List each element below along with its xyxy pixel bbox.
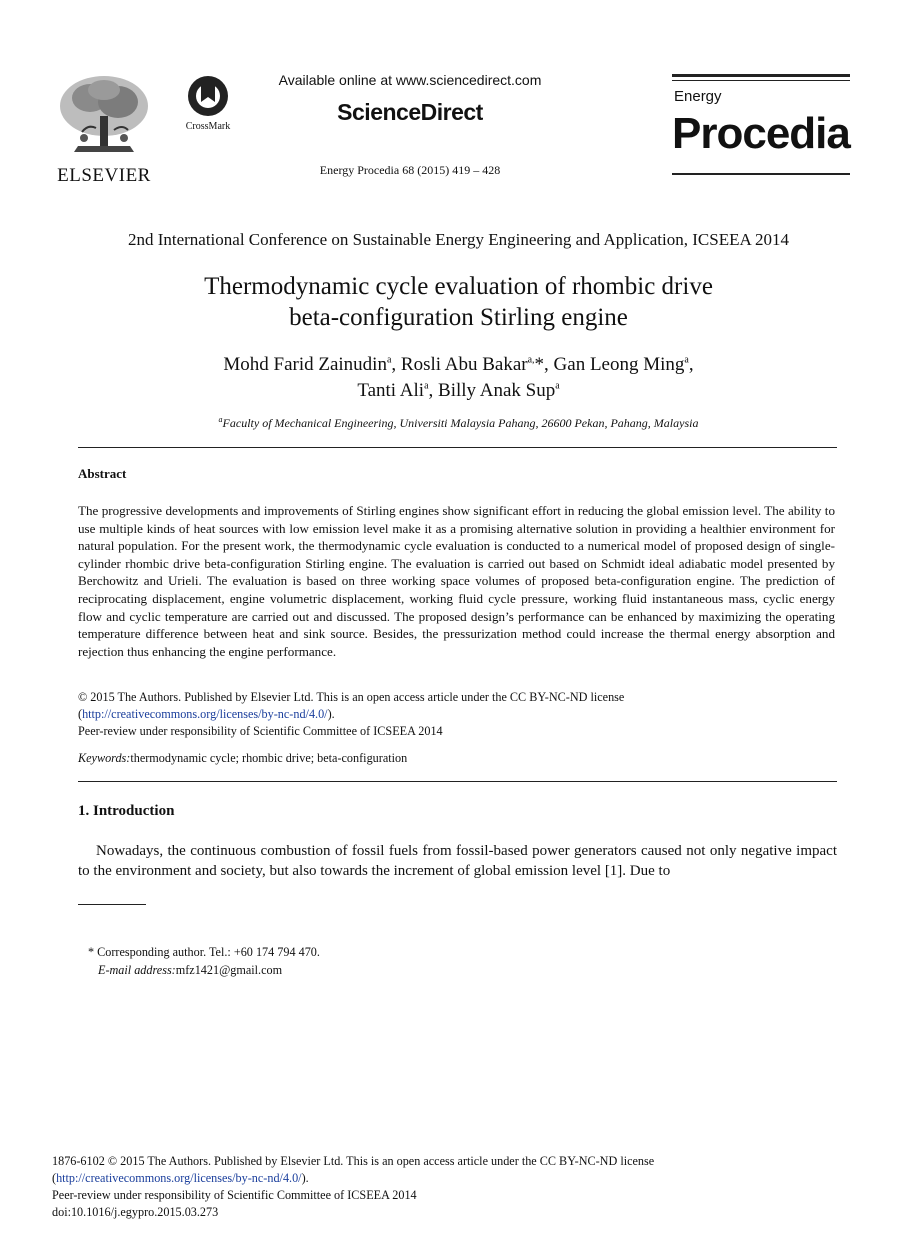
- paren: ).: [301, 1171, 309, 1185]
- license-link[interactable]: http://creativecommons.org/licenses/by-nc-nd/4.0/: [82, 707, 328, 722]
- affiliation-marker: a: [684, 354, 689, 366]
- footnote-corresponding: [88, 944, 320, 962]
- author-line-2: [60, 378, 857, 404]
- title-line-2: beta-configuration Stirling engine: [289, 304, 628, 331]
- divider-top: [78, 447, 837, 448]
- footnote-star: *: [88, 945, 95, 959]
- author-separator: ,: [688, 354, 694, 375]
- logo-top-rule-1: [672, 74, 850, 77]
- author-separator: ,: [544, 354, 554, 375]
- author-separator: ,: [428, 380, 439, 401]
- crossmark-logo[interactable]: [180, 74, 236, 134]
- footer-license-link[interactable]: http://creativecommons.org/licenses/by-nc-nd/4.0/: [56, 1171, 302, 1185]
- affiliation-marker: a,: [527, 354, 535, 366]
- corresponding-text: Corresponding author. Tel.: +60 174 794 470.: [97, 945, 320, 959]
- sciencedirect-wordmark: ScienceDirect: [337, 99, 483, 125]
- peer-review-line: Peer-review under responsibility of Scientific Committee of ICSEEA 2014: [78, 724, 443, 739]
- footer-peer-review: Peer-review under responsibility of Scientific Committee of ICSEEA 2014: [52, 1188, 417, 1202]
- affiliation-marker: a: [555, 380, 560, 392]
- crossmark-label: CrossMark: [185, 121, 231, 132]
- keywords: [78, 751, 407, 766]
- keywords-label: Keywords:: [78, 751, 131, 765]
- author-name: Gan Leong Ming: [553, 354, 685, 375]
- logo-top-rule-2: [672, 80, 850, 81]
- author-name: Tanti Ali: [357, 380, 425, 401]
- email-label: E-mail address:: [98, 962, 176, 977]
- introduction-body: Nowadays, the continuous combustion of fossil fuels from fossil-based power generators caused not only negative impact to the environment and society, but also towards the increment of global emission level [1]. Due to: [78, 843, 837, 879]
- keywords-text: thermodynamic cycle; rhombic drive; beta-configuration: [130, 751, 408, 765]
- page-footer: [52, 1153, 852, 1221]
- paren: (: [52, 1171, 57, 1185]
- journal-name-big: Procedia: [672, 109, 850, 158]
- author-separator: ,: [391, 354, 401, 375]
- corresponding-marker: *: [534, 354, 545, 375]
- elsevier-wordmark: ELSEVIER: [57, 165, 151, 186]
- footer-doi: doi:10.1016/j.egypro.2015.03.273: [52, 1205, 219, 1219]
- title-line-1: Thermodynamic cycle evaluation of rhombic drive: [204, 273, 713, 300]
- journal-citation: Energy Procedia 68 (2015) 419 – 428: [319, 163, 501, 177]
- conference-name: 2nd International Conference on Sustainable Energy Engineering and Application, ICSEEA 2014: [127, 230, 790, 249]
- author-list: [60, 352, 857, 404]
- section-heading-introduction: 1. Introduction: [78, 803, 175, 819]
- energy-procedia-logo: [672, 74, 852, 178]
- affiliation-text: Faculty of Mechanical Engineering, Universiti Malaysia Pahang, 26600 Pekan, Pahang, Malaysia: [222, 416, 699, 430]
- footnote-rule: [78, 904, 146, 905]
- author-line-1: [60, 352, 857, 378]
- footer-license: [52, 1170, 852, 1187]
- author-name: Mohd Farid Zainudin: [223, 354, 387, 375]
- elsevier-tree-icon: [54, 72, 154, 158]
- available-online: Available online at www.sciencedirect.com: [278, 72, 542, 88]
- footnote: [88, 944, 320, 979]
- paren: (: [78, 707, 83, 722]
- abstract-license: [78, 689, 837, 741]
- email-address[interactable]: mfz1421@gmail.com: [175, 962, 283, 977]
- footer-issn-copyright: 1876-6102 © 2015 The Authors. Published by Elsevier Ltd. This is an open access article under the CC BY-NC-ND license: [52, 1154, 655, 1168]
- abstract-body: The progressive developments and improvements of Stirling engines show significant effort in reducing the global emission level. The ability to use multiple kinds of heat sources with low emission level make it as a promising alternative solution in providing a healthier environment for natural population. For the present work, the thermodynamic cycle evaluation is conducted to a numerical model of proposed design of single-cylinder rhombic drive beta-configuration Stirling engine. The evaluation is carried out based on Schmidt ideal adiabatic model presented by Berchowitz and Urieli. The evaluation is based on three working space volumes of proposed beta-configuration engine. The prediction of reciprocating displacement, engine volumetric displacement, working fluid cycle pressure, working fluid instantaneous mass, cyclic energy flow and cyclic temperature are carried out and discussed. The proposed design’s performance can be enhanced by maximizing the operating temperature difference between heat and sink source. Besides, the pressurization method could increase the thermal energy absorption and rejection thus enhancing the engine performance.: [78, 503, 835, 659]
- author-name: Billy Anak Sup: [438, 380, 556, 401]
- abstract-heading: Abstract: [78, 466, 127, 481]
- journal-name-small: Energy: [674, 88, 722, 105]
- paper-title: [60, 271, 857, 333]
- elsevier-logo: [54, 72, 154, 186]
- divider-bottom: [78, 781, 837, 782]
- footnote-email: [88, 962, 320, 980]
- affiliation: [60, 416, 857, 431]
- paren: ).: [327, 707, 335, 722]
- author-name: Rosli Abu Bakar: [400, 354, 528, 375]
- crossmark-icon: [180, 74, 236, 118]
- affiliation-sup: a: [218, 415, 223, 424]
- copyright-line: © 2015 The Authors. Published by Elsevier Ltd. This is an open access article under the CC BY-NC-ND license: [78, 690, 625, 704]
- affiliation-marker: a: [386, 354, 392, 366]
- license-line: [78, 706, 837, 723]
- logo-bottom-rule: [672, 173, 850, 175]
- affiliation-marker: a: [424, 380, 429, 392]
